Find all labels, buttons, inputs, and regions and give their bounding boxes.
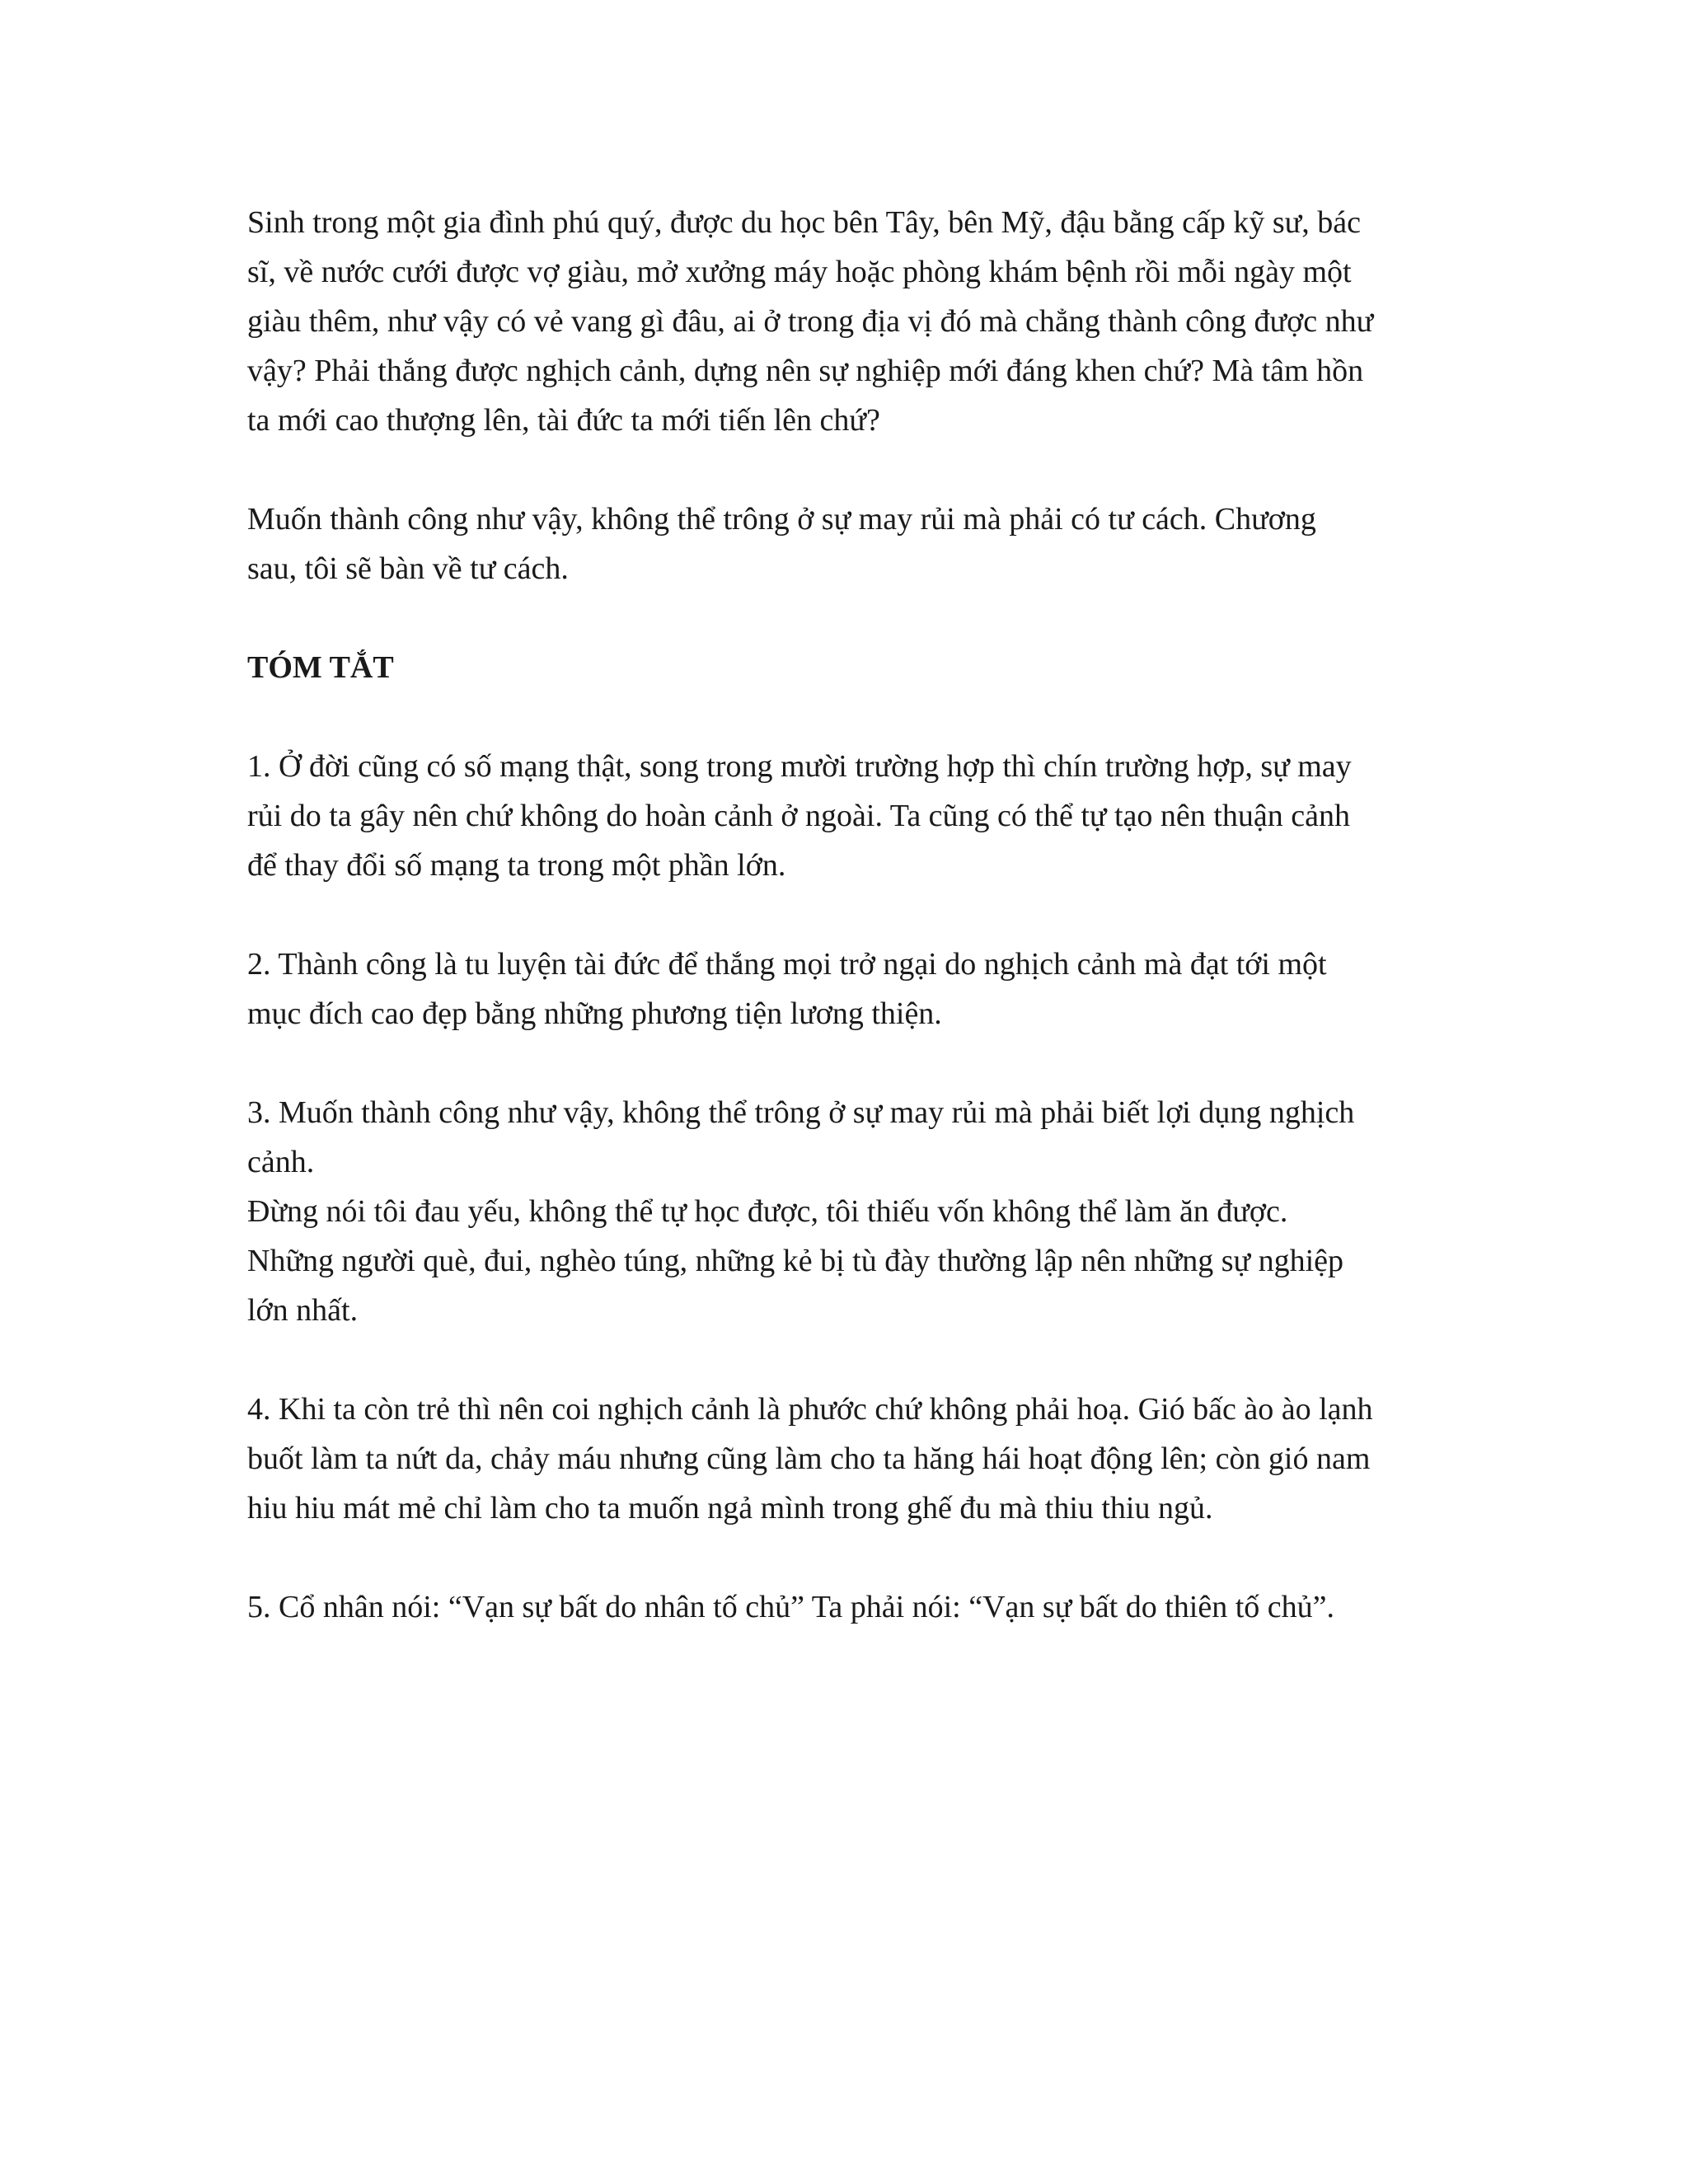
text-line: hiu hiu mát mẻ chỉ làm cho ta muốn ngả mình trong ghế đu mà thiu thiu ngủ. xyxy=(247,1491,1213,1526)
text-line: 4. Khi ta còn trẻ thì nên coi nghịch cảnh là phước chứ không phải hoạ. Gió bấc ào ào lạnh xyxy=(247,1392,1373,1427)
text-line: Đừng nói tôi đau yếu, không thể tự học được, tôi thiếu vốn không thể làm ăn được. xyxy=(247,1194,1288,1229)
page-content xyxy=(247,198,1459,1681)
text-line: ta mới cao thượng lên, tài đức ta mới tiến lên chứ? xyxy=(247,403,880,438)
text-line: lớn nhất. xyxy=(247,1293,359,1328)
text-line: rủi do ta gây nên chứ không do hoàn cảnh ở ngoài. Ta cũng có thể tự tạo nên thuận cảnh xyxy=(247,799,1350,833)
text-line: 3. Muốn thành công như vậy, không thể trông ở sự may rủi mà phải biết lợi dụng nghịch xyxy=(247,1095,1355,1130)
text-line: để thay đổi số mạng ta trong một phần lớn. xyxy=(247,848,786,883)
text-line: Sinh trong một gia đình phú quý, được du học bên Tây, bên Mỹ, đậu bằng cấp kỹ sư, bác xyxy=(247,205,1361,240)
intro-paragraph xyxy=(247,198,1459,445)
text-line: buốt làm ta nứt da, chảy máu nhưng cũng làm cho ta hăng hái hoạt động lên; còn gió nam xyxy=(247,1441,1371,1476)
text-line: mục đích cao đẹp bằng những phương tiện lương thiện. xyxy=(247,996,942,1031)
text-line: Muốn thành công như vậy, không thể trông ở sự may rủi mà phải có tư cách. Chương xyxy=(247,502,1316,537)
summary-item-1 xyxy=(247,742,1459,890)
summary-item-4 xyxy=(247,1385,1459,1533)
summary-item-2 xyxy=(247,940,1459,1038)
text-line: sau, tôi sẽ bàn về tư cách. xyxy=(247,551,569,586)
summary-item-3 xyxy=(247,1088,1459,1335)
summary-heading: TÓM TẮT xyxy=(247,650,394,685)
transition-paragraph xyxy=(247,494,1459,593)
text-line: giàu thêm, như vậy có vẻ vang gì đâu, ai ở trong địa vị đó mà chẳng thành công được như xyxy=(247,304,1374,339)
text-line: 1. Ở đời cũng có số mạng thật, song trong mười trường hợp thì chín trường hợp, sự may xyxy=(247,749,1352,784)
text-line: 5. Cổ nhân nói: “Vạn sự bất do nhân tố chủ” Ta phải nói: “Vạn sự bất do thiên tố chủ”. xyxy=(247,1590,1334,1624)
text-line: vậy? Phải thắng được nghịch cảnh, dựng nên sự nghiệp mới đáng khen chứ? Mà tâm hồn xyxy=(247,354,1364,388)
text-line: sĩ, về nước cưới được vợ giàu, mở xưởng máy hoặc phòng khám bệnh rồi mỗi ngày một xyxy=(247,255,1352,289)
summary-item-5 xyxy=(247,1582,1459,1632)
text-line: cảnh. xyxy=(247,1145,315,1179)
text-line: Những người què, đui, nghèo túng, những kẻ bị tù đày thường lập nên những sự nghiệp xyxy=(247,1244,1344,1278)
text-line: 2. Thành công là tu luyện tài đức để thắng mọi trở ngại do nghịch cảnh mà đạt tới một xyxy=(247,947,1327,982)
